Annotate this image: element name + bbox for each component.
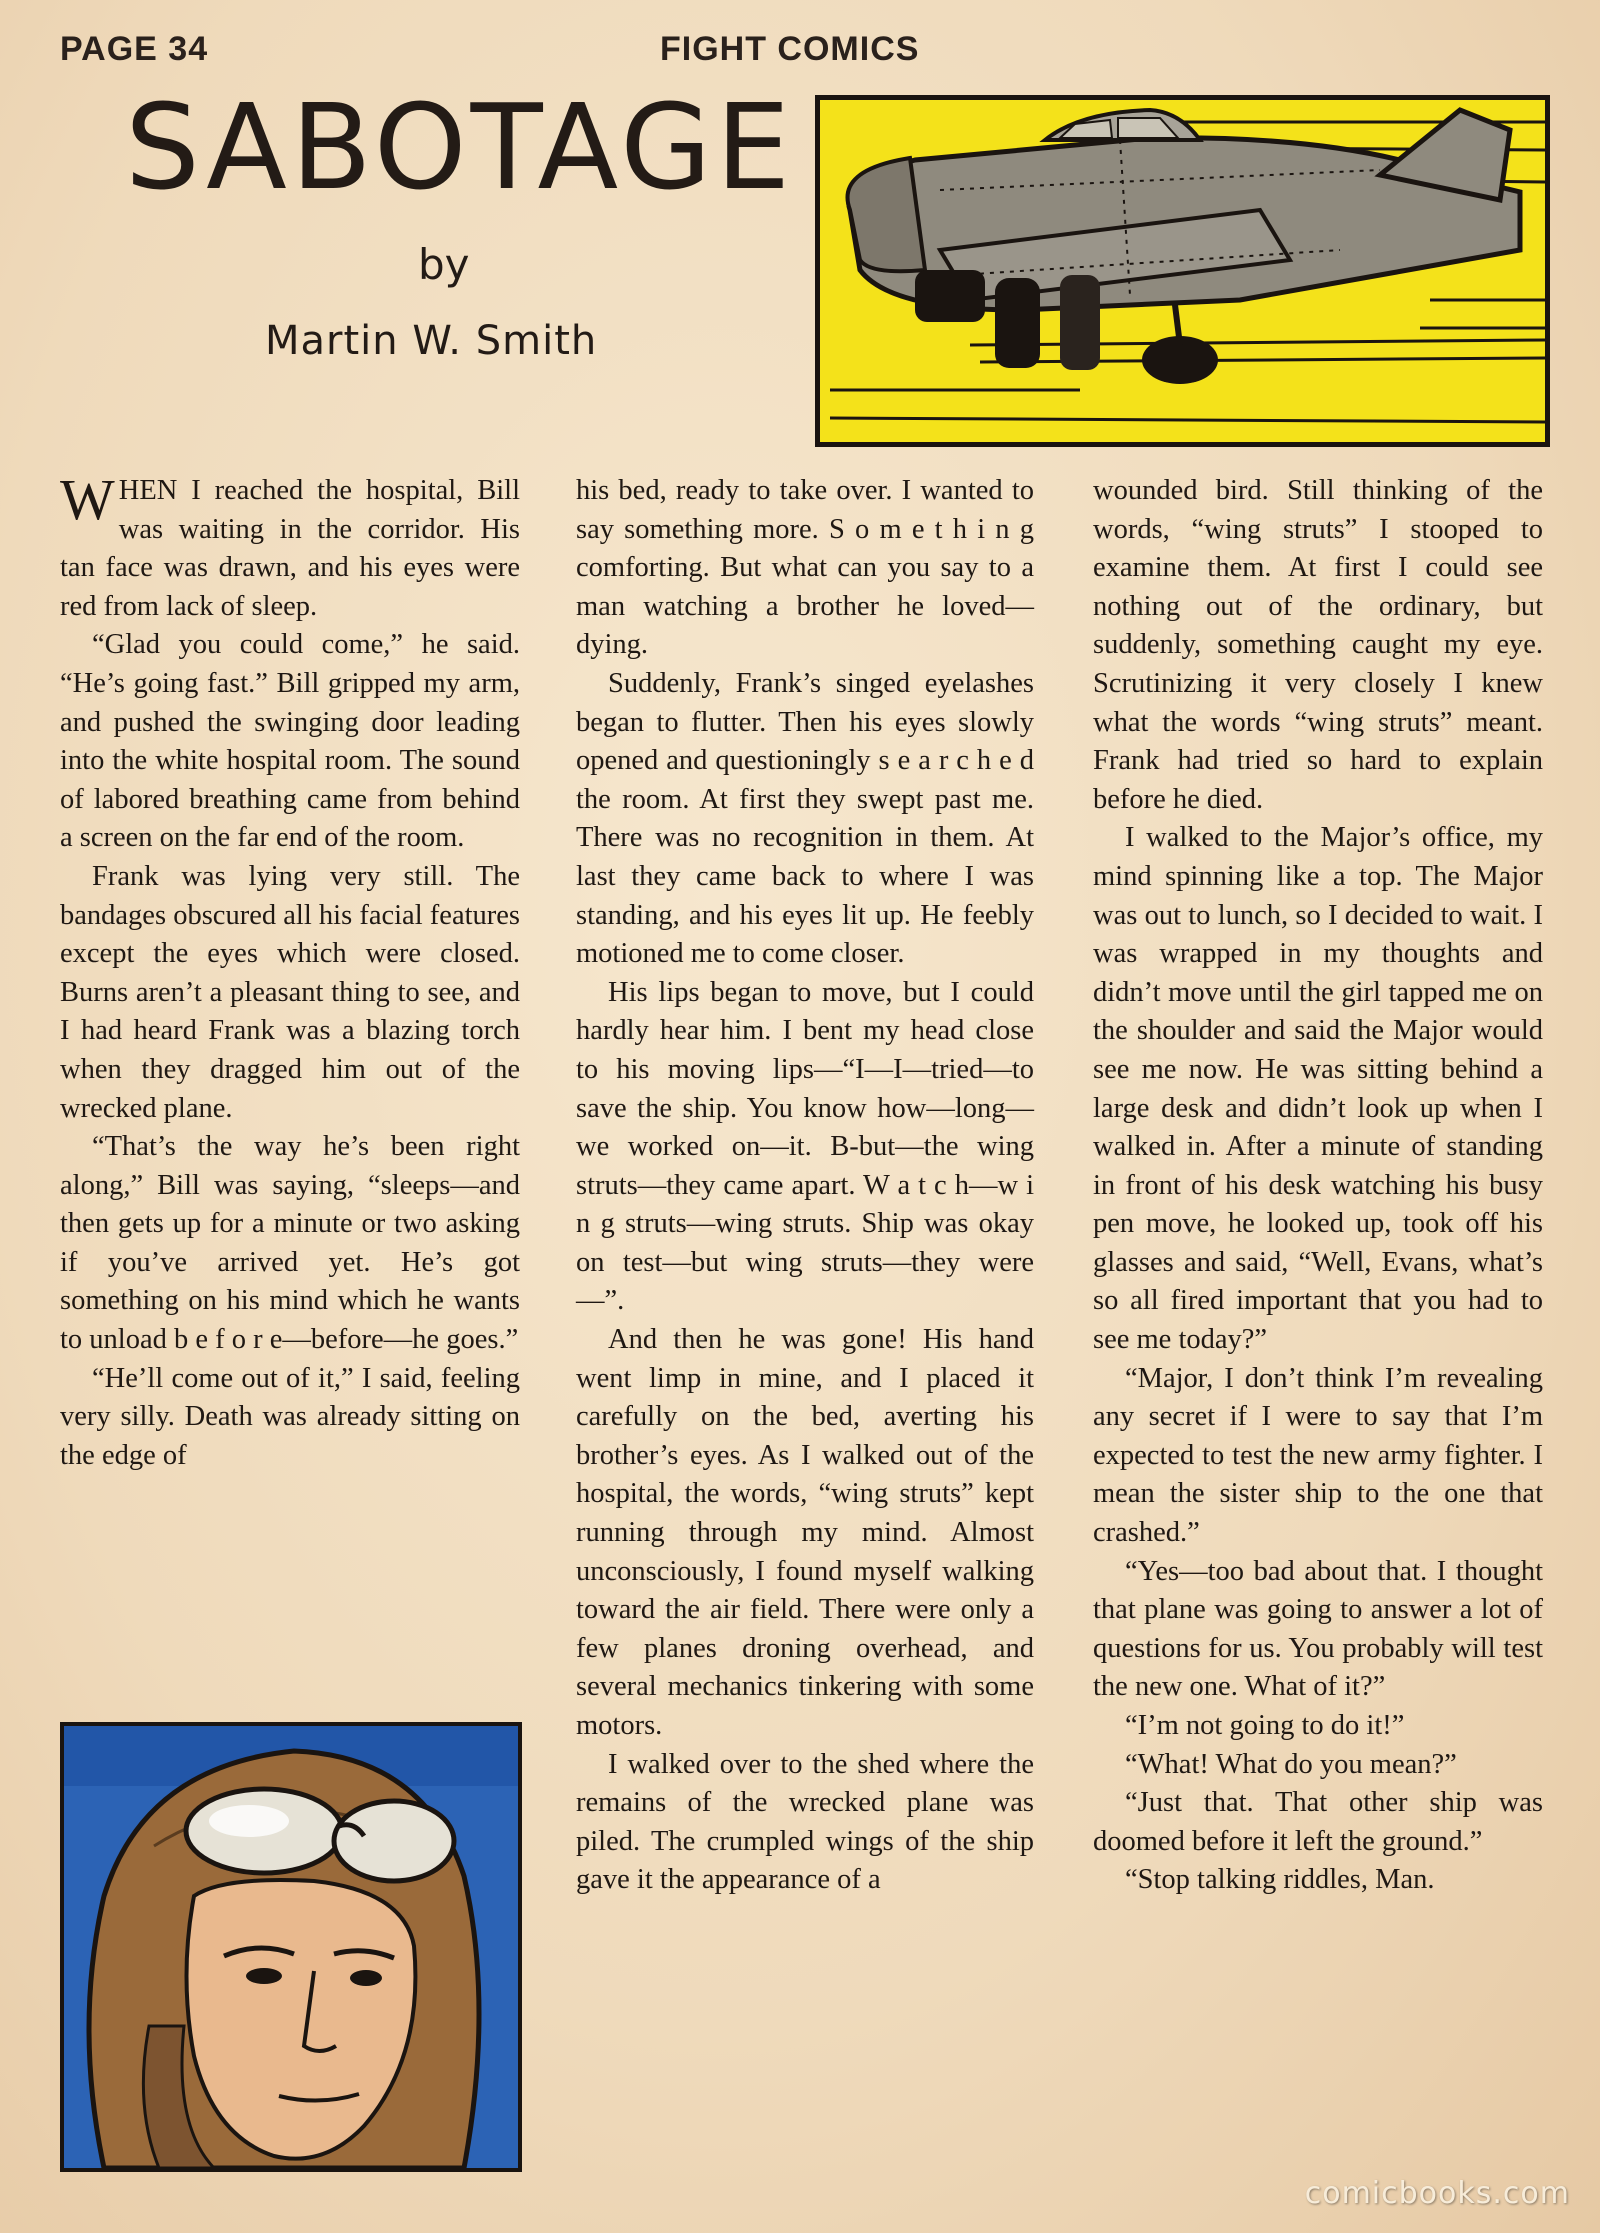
text-column-3: [1093, 472, 1543, 1900]
story-title: SABOTAGE: [125, 78, 795, 216]
paragraph: “Just that. That other ship was doomed before it left the ground.”: [1093, 1787, 1543, 1857]
paragraph: I walked over to the shed where the remains of the wrecked plane was piled. The crumpled wings of the ship gave it the appearance of a: [576, 1748, 1034, 1896]
paragraph: “Stop talking riddles, Man.: [1125, 1864, 1435, 1896]
paragraph: “Yes—too bad about that. I thought that plane was going to answer a lot of questions for us. You probably will test the new one. What of it?”: [1093, 1555, 1543, 1703]
paragraph: I walked to the Major’s office, my mind spinning like a top. The Major was out to lunch, so I decided to wait. I was wrapped in my thoughts and didn’t move until the girl tapped me on the shoulder and said the Major would see me now. He was sitting behind a large desk and didn’t look up when I walked in. After a minute of standing in front of his desk watching his busy pen move, he looked up, took off his glasses and said, “Well, Evans, what’s so all fired important that you had to see me today?”: [1093, 822, 1543, 1356]
byline-by: by: [418, 240, 470, 289]
page-number: PAGE 34: [60, 30, 209, 68]
drop-cap: W: [60, 467, 115, 532]
site-watermark: comicbooks.com: [1304, 2176, 1570, 2211]
paragraph: Frank was lying very still. The bandages obscured all his facial features except the eyes which were closed. Burns aren’t a pleasant thing to see, and I had heard Frank was a blazing torch when they dragged him out of the wrecked plane.: [60, 860, 520, 1124]
magazine-title: FIGHT COMICS: [660, 30, 920, 68]
paragraph: “What! What do you mean?”: [1125, 1748, 1457, 1780]
text-column-2: [576, 472, 1034, 1900]
author-name: Martin W. Smith: [265, 318, 598, 364]
paragraph: “Major, I don’t think I’m revealing any secret if I were to say that I’m expected to test the new army fighter. I mean the sister ship to the one that crashed.”: [1093, 1362, 1543, 1549]
paragraph: WHEN I reached the hospital, Bill was waiting in the corridor. His tan face was drawn, and his eyes were red from lack of sleep.: [60, 467, 520, 622]
text-column-1: [60, 467, 520, 1475]
paragraph: “I’m not going to do it!”: [1125, 1710, 1405, 1741]
paragraph: his bed, ready to take over. I wanted to say something more. S o m e t h i n g comforting. But what can you say to a man watching a brother he loved—dying.: [576, 475, 1034, 661]
paragraph: And then he was gone! His hand went limp in mine, and I placed it carefully on the bed, averting his brother’s eyes. As I walked out of the hospital, the words, “wing struts” kept running through my mind. Almost unconsciously, I found myself walking toward the air field. There were only a few planes droning overhead, and several mechanics tinkering with some motors.: [576, 1324, 1034, 1741]
plane-illustration: [815, 95, 1550, 447]
paragraph: “He’ll come out of it,” I said, feeling very silly. Death was already sitting on the edge of: [60, 1362, 520, 1471]
paragraph: “That’s the way he’s been right along,” Bill was saying, “sleeps—and then gets up for a minute or two asking if you’ve arrived yet. He’s got something on his mind which he wants to unload b e f o r e—before—he goes.”: [60, 1131, 520, 1356]
paragraph: “Glad you could come,” he said. “He’s going fast.” Bill gripped my arm, and pushed the swinging door leading into the white hospital room. The sound of labored breathing came from behind a screen on the far end of the room.: [60, 629, 520, 854]
pilot-portrait: [60, 1722, 522, 2172]
paragraph: His lips began to move, but I could hardly hear him. I bent my head close to his moving lips—“I—I—tried—to save the ship. You know how—long—we worked on—it. B-but—the wing struts—they came apart. W a t c h—w i n g struts—wing struts. Ship was okay on test—but wing struts—they were—”.: [576, 976, 1034, 1317]
paragraph: wounded bird. Still thinking of the words, “wing struts” I stooped to examine them. At first I could see nothing out of the ordinary, but suddenly, something caught my eye. Scrutinizing it very closely I knew what the words “wing struts” meant. Frank had tried so hard to explain before he died.: [1093, 475, 1543, 815]
paragraph: Suddenly, Frank’s singed eyelashes began to flutter. Then his eyes slowly opened and questioningly s e a r c h e d the room. At first they swept past me. There was no recognition in them. At last they came back to where I was standing, and his eyes lit up. He feebly motioned me to come closer.: [576, 667, 1034, 970]
